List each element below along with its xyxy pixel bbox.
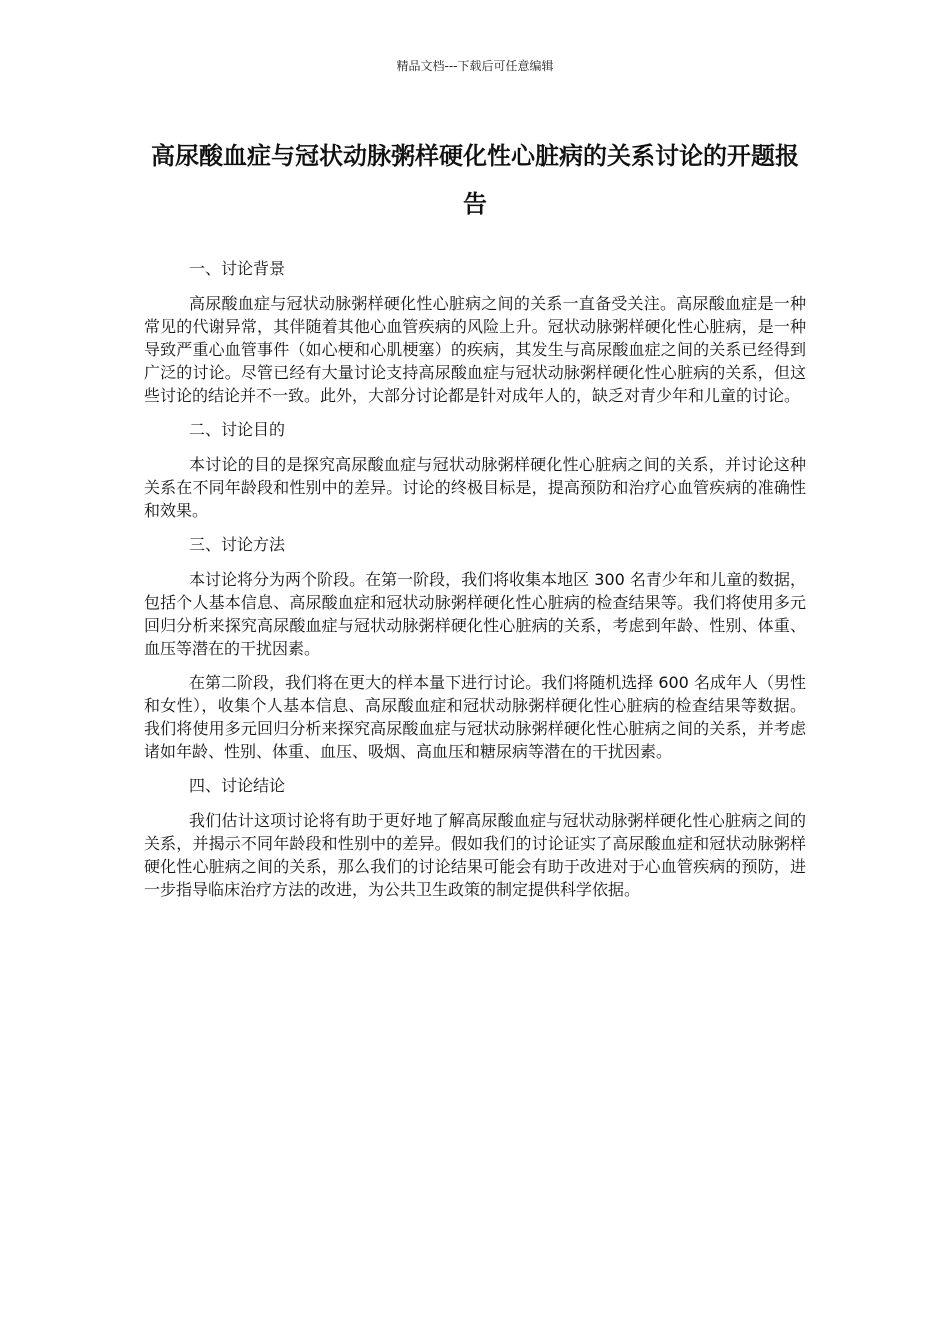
section-purpose xyxy=(144,418,806,522)
document-title: 高尿酸血症与冠状动脉粥样硬化性心脏病的关系讨论的开题报告 xyxy=(151,142,799,218)
section-heading: 一、讨论背景 xyxy=(189,259,286,278)
section-background xyxy=(144,257,806,407)
section-paragraph: 本讨论将分为两个阶段。在第一阶段，我们将收集本地区 300 名青少年和儿童的数据，包括个人基本信息、高尿酸血症和冠状动脉粥样硬化性心脏病的检查结果等。我们将使用多元回归分析来探究高尿酸血症与冠状动脉粥样硬化性心脏病的关系，考虑到年龄、性别、体重、血压等潜在的干扰因素。 xyxy=(144,570,806,658)
section-heading: 三、讨论方法 xyxy=(189,535,286,554)
section-paragraph: 在第二阶段，我们将在更大的样本量下进行讨论。我们将随机选择 600 名成年人（男性和女性），收集个人基本信息、高尿酸血症和冠状动脉粥样硬化性心脏病的检查结果等数据。我们将使用多元回归分析来探究高尿酸血症与冠状动脉粥样硬化性心脏病之间的关系，并考虑诸如年龄、性别、体重、血压、吸烟、高血压和糖尿病等潜在的干扰因素。 xyxy=(144,673,806,761)
section-conclusion xyxy=(144,774,806,901)
document-body xyxy=(144,257,806,912)
section-heading: 四、讨论结论 xyxy=(189,776,286,795)
header-note: 精品文档---下载后可任意编辑 xyxy=(396,59,554,73)
section-paragraph: 本讨论的目的是探究高尿酸血症与冠状动脉粥样硬化性心脏病之间的关系，并讨论这种关系在不同年龄段和性别中的差异。讨论的终极目标是，提高预防和治疗心血管疾病的准确性和效果。 xyxy=(144,455,806,520)
section-paragraph: 高尿酸血症与冠状动脉粥样硬化性心脏病之间的关系一直备受关注。高尿酸血症是一种常见的代谢异常，其伴随着其他心血管疾病的风险上升。冠状动脉粥样硬化性心脏病，是一种导致严重心血管事件（如心梗和心肌梗塞）的疾病，其发生与高尿酸血症之间的关系已经得到广泛的讨论。尽管已经有大量讨论支持高尿酸血症与冠状动脉粥样硬化性心脏病的关系，但这些讨论的结论并不一致。此外，大部分讨论都是针对成年人的，缺乏对青少年和儿童的讨论。 xyxy=(144,294,806,405)
section-method xyxy=(144,533,806,763)
section-heading: 二、讨论目的 xyxy=(189,420,286,439)
section-paragraph: 我们估计这项讨论将有助于更好地了解高尿酸血症与冠状动脉粥样硬化性心脏病之间的关系，并揭示不同年龄段和性别中的差异。假如我们的讨论证实了高尿酸血症和冠状动脉粥样硬化性心脏病之间的关系，那么我们的讨论结果可能会有助于改进对于心血管疾病的预防，进一步指导临床治疗方法的改进，为公共卫生政策的制定提供科学依据。 xyxy=(144,811,806,899)
